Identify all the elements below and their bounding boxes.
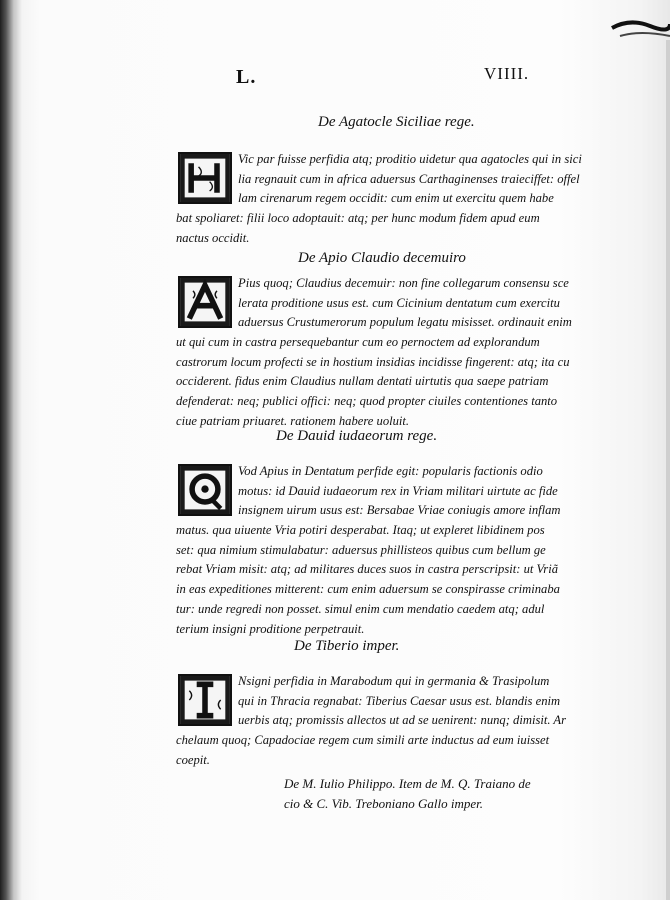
next-section-heading-line2: cio & C. Vib. Treboniano Gallo imper.	[284, 796, 483, 811]
section-paragraph	[176, 150, 582, 248]
text-line: Vic par fuisse perfidia atq; proditio uidetur qua agatocles qui in sici	[238, 152, 582, 166]
text-line: aduersus Crustumerorum populum legatu misisset. ordinauit enim	[238, 315, 572, 330]
text-line: ciue patriam priuaret. rationem habere uoluit.	[176, 413, 410, 428]
text-line: defenderat: neq; publici offici: neq; quod propter ciuiles contentiones tanto	[176, 394, 558, 409]
text-line: insignem uirum usus est: Bersabae Vriae coniugis amore inflam	[238, 503, 561, 518]
text-line: ut qui cum in castra persequebantur cum eo pernoctem ad explorandum	[176, 335, 540, 350]
text-line: matus. qua uiuente Vria potiri desperabat. Itaq; ut expleret libidinem pos	[176, 523, 545, 538]
section-paragraph	[176, 462, 561, 639]
text-line: uerbis atq; promissis allectos ut ad se uenirent: nunq; dimisit. Ar	[238, 713, 567, 728]
next-section-heading-line1: De M. Iulio Philippo. Item de M. Q. Traiano de	[284, 776, 531, 791]
section-heading: De Dauid iudaeorum rege.	[276, 428, 438, 444]
page-gutter-shadow	[0, 0, 22, 900]
section-heading: De Apio Claudio decemuiro	[298, 250, 466, 266]
text-line: qui in Thracia regnabat: Tiberius Caesar usus est. blandis enim	[238, 693, 561, 708]
page-corner-curl	[610, 14, 670, 54]
page-right-edge	[666, 40, 670, 900]
text-line: coepit.	[176, 752, 210, 767]
text-line: rebat Vriam misit: atq; ad militares duces suos in castra perscripsit: ut Vriã	[176, 562, 558, 577]
section-heading: De Tiberio imper.	[294, 638, 400, 654]
text-line: tur: unde regredi non posset. simul enim cum mendatio caedem atq; adul	[176, 601, 545, 616]
text-line: occiderent. fidus enim Claudius nullam dentati uirtutis qua saepe patriam	[176, 374, 549, 389]
folio-number: VIIII.	[484, 64, 530, 83]
text-line: Pius quoq; Claudius decemuir: non fine collegarum consensu sce	[238, 276, 569, 290]
section-paragraph	[176, 274, 572, 432]
text-line: lia regnauit cum in africa aduersus Carthaginenses traieciffet: offel	[238, 171, 580, 186]
text-line: castrorum locum profecti se in hostium insidias incidisse fingerent: atq; ita cu	[176, 354, 570, 369]
text-line: bat spoliaret: filii loco adoptauit: atq; per hunc modum fidem apud eum	[176, 211, 540, 226]
text-line: lerata proditione usus est. cum Cicinium dentatum cum exercitu	[238, 295, 560, 310]
running-head: L.	[236, 66, 257, 88]
text-line: Vod Apius in Dentatum perfide egit: popularis factionis odio	[238, 464, 543, 478]
text-line: motus: id Dauid iudaeorum rex in Vriam militari uirtute ac fide	[238, 483, 558, 498]
text-line: Nsigni perfidia in Marabodum qui in germania & Trasipolum	[238, 674, 550, 688]
text-line: set: qua nimium stimulabatur: aduersus phillisteos quibus cum bellum ge	[176, 542, 546, 557]
text-line: lam cirenarum regem occidit: cum enim ut exercitu quem habe	[238, 191, 554, 206]
text-line: in eas expeditiones mitterent: cum enim aduersum se conspirasse criminaba	[176, 582, 560, 597]
section-heading: De Agatocle Siciliae rege.	[318, 114, 475, 130]
text-line: terium insigni proditione perpetrauit.	[176, 621, 365, 636]
section-paragraph	[176, 672, 567, 770]
text-line: chelaum quoq; Capadociae regem cum simili arte inductus ad eum iuisset	[176, 733, 550, 748]
text-line: nactus occidit.	[176, 230, 250, 245]
